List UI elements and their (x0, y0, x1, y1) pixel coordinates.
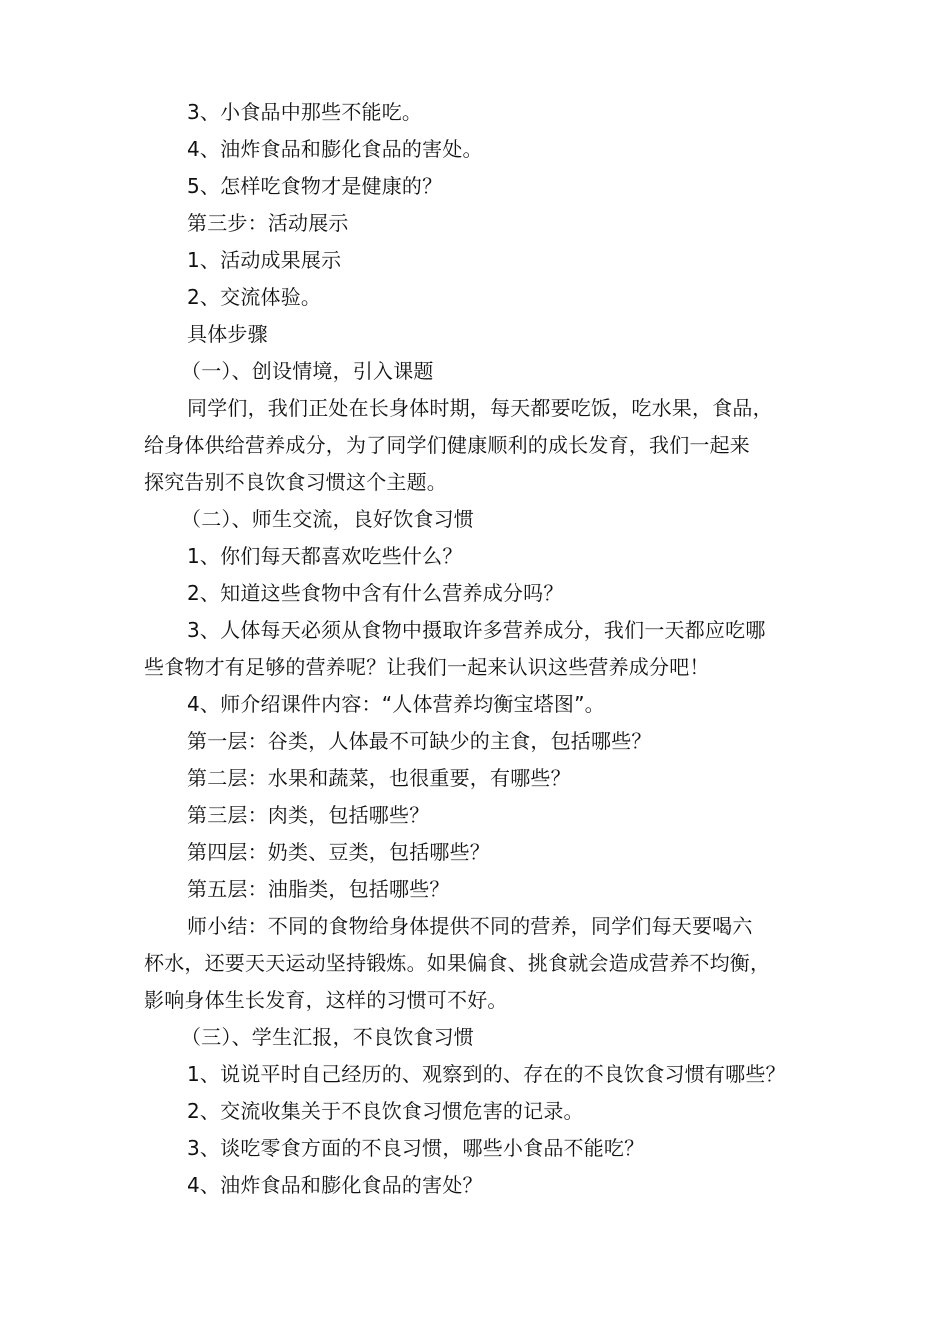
paragraph-line: 探究告别不良饮食习惯这个主题。 (144, 470, 447, 494)
section-heading: 具体步骤 (187, 322, 268, 346)
paragraph-line: 杯水，还要天天运动坚持锻炼。如果偏食、挑食就会造成营养不均衡， (144, 951, 771, 975)
paragraph-line: 同学们，我们正处在长身体时期，每天都要吃饭，吃水果，食品， (187, 396, 773, 420)
document-body (144, 94, 834, 1204)
section-heading: （三）、学生汇报，不良饮食习惯 (181, 1025, 474, 1049)
list-item: 第二层：水果和蔬菜，也很重要，有哪些？ (187, 766, 571, 790)
list-item: 1、说说平时自己经历的、观察到的、存在的不良饮食习惯有哪些？ (187, 1062, 786, 1086)
paragraph-line: 些食物才有足够的营养呢？让我们一起来认识这些营养成分吧！ (144, 655, 710, 679)
paragraph-line: 影响身体生长发育，这样的习惯可不好。 (144, 988, 508, 1012)
section-heading: （一）、创设情境，引入课题 (181, 359, 434, 383)
list-item: 4、油炸食品和膨化食品的害处。 (187, 137, 483, 161)
list-item: 3、人体每天必须从食物中摄取许多营养成分，我们一天都应吃哪 (187, 618, 766, 642)
list-item: 3、小食品中那些不能吃。 (187, 100, 423, 124)
list-item: 第五层：油脂类，包括哪些？ (187, 877, 450, 901)
list-item: 2、交流收集关于不良饮食习惯危害的记录。 (187, 1099, 584, 1123)
list-item: 3、谈吃零食方面的不良习惯，哪些小食品不能吃？ (187, 1136, 645, 1160)
list-item: 4、油炸食品和膨化食品的害处？ (187, 1173, 483, 1197)
list-item: 2、知道这些食物中含有什么营养成分吗？ (187, 581, 564, 605)
paragraph-line: 给身体供给营养成分，为了同学们健康顺利的成长发育，我们一起来 (144, 433, 750, 457)
section-heading: （二）、师生交流，良好饮食习惯 (181, 507, 474, 531)
list-item: 第一层：谷类，人体最不可缺少的主食，包括哪些？ (187, 729, 652, 753)
list-item: 第四层：奶类、豆类，包括哪些？ (187, 840, 490, 864)
list-item: 1、你们每天都喜欢吃些什么？ (187, 544, 463, 568)
list-item: 4、师介绍课件内容：“人体营养均衡宝塔图”。 (187, 692, 605, 716)
section-heading: 第三步：活动展示 (187, 211, 349, 235)
list-item: 5、怎样吃食物才是健康的？ (187, 174, 443, 198)
list-item: 第三层：肉类，包括哪些？ (187, 803, 430, 827)
paragraph-line: 师小结：不同的食物给身体提供不同的营养，同学们每天要喝六 (187, 914, 753, 938)
list-item: 2、交流体验。 (187, 285, 322, 309)
list-item: 1、活动成果展示 (187, 248, 342, 272)
